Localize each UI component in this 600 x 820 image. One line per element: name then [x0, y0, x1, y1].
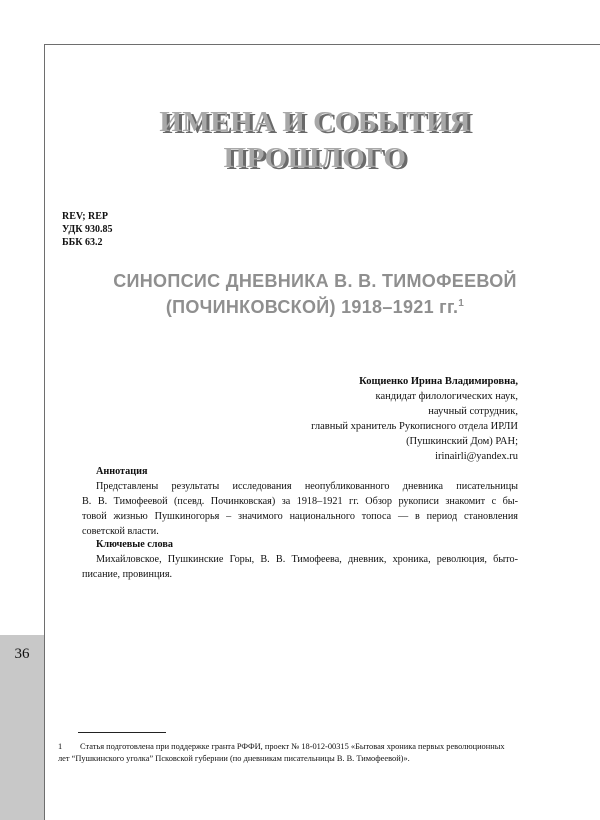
article-type: REV; REP: [62, 211, 109, 222]
abstract-line: Представлены результаты исследования неопубликованного дневника писательницы: [96, 481, 518, 492]
article-title-text: (ПОЧИНКОВСКОЙ) 1918–1921 гг.: [165, 297, 459, 317]
classification-codes: [62, 210, 112, 249]
article-title-line2: [60, 294, 570, 320]
footnote-text-line1: Статья подготовлена при поддержке гранта РФФИ, проект № 18-012-00315 «Бытовая хроника первых революционных: [80, 742, 505, 751]
keywords-line: Михайловское, Пушкинские Горы, В. В. Тимофеева, дневник, хроника, революция, быто-: [96, 554, 518, 565]
keywords-line: писание, провинция.: [82, 569, 173, 580]
footnote-text-line2: лет “Пушкинского уголка” Псковской губернии (по дневникам писательницы В. В. Тимофеевой)».: [58, 754, 410, 763]
left-frame-rule: [44, 44, 45, 820]
bbk-code: ББК 63.2: [62, 237, 103, 248]
footnote-reference[interactable]: 1: [458, 298, 465, 309]
author-position: научный сотрудник,: [428, 406, 518, 417]
section-title-line1: ИМЕНА И СОБЫТИЯ: [159, 106, 471, 138]
footnote-rule: [78, 732, 166, 733]
author-institution: (Пушкинский Дом) РАН;: [406, 436, 518, 447]
footnote-number: 1: [58, 742, 63, 751]
author-block: [311, 374, 518, 464]
author-role: главный хранитель Рукописного отдела ИРЛИ: [311, 421, 518, 432]
author-email[interactable]: irinairli@yandex.ru: [435, 451, 518, 462]
keywords-block: [82, 537, 518, 582]
abstract-line: товой жизнью Пушкиногорья – значимого национального топоса — в период становления: [82, 511, 518, 522]
abstract-line: В. В. Тимофеевой (псевд. Починковская) за 1918–1921 гг. Обзор рукописи знакомит с бы-: [82, 496, 518, 507]
author-degree: кандидат филологических наук,: [375, 391, 518, 402]
author-name: Кощиенко Ирина Владимировна,: [359, 376, 518, 387]
abstract-block: [82, 464, 518, 539]
section-title-line2: ПРОШЛОГО: [223, 142, 407, 174]
page-number: 36: [14, 646, 30, 662]
footnote: [58, 741, 534, 765]
top-frame-rule: [44, 44, 600, 45]
keywords-heading: Ключевые слова: [96, 539, 173, 550]
abstract-line: советской власти.: [82, 526, 159, 537]
article-title-line1: СИНОПСИС ДНЕВНИКА В. В. ТИМОФЕЕВОЙ: [113, 271, 517, 291]
abstract-heading: Аннотация: [96, 466, 148, 477]
udc-code: УДК 930.85: [62, 224, 113, 235]
